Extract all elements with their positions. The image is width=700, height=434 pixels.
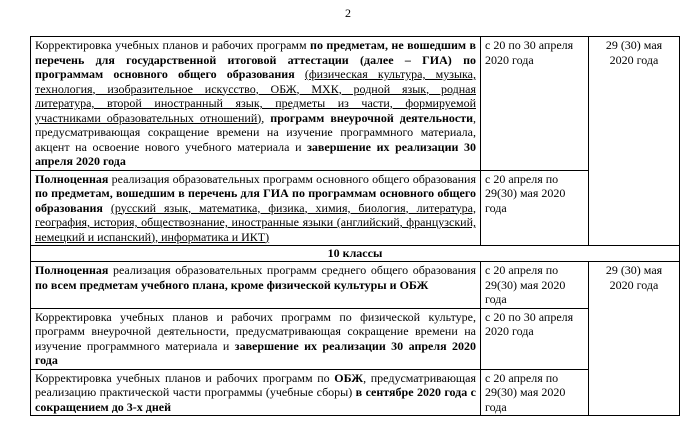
text-run: реализация образовательных программ среднего общего образования (108, 263, 476, 277)
period-cell: с 20 апреля по 29(30) мая 2020 года (481, 262, 589, 309)
activity-cell (31, 170, 481, 246)
text-run: , (261, 110, 271, 125)
period-cell: с 20 по 30 апреля 2020 года (481, 37, 589, 171)
text-run: завершение их реализации 30 апреля 2020 года (35, 338, 477, 367)
text-run: в сентябре 2020 года с сокращением до 3-х дней (35, 385, 477, 414)
table-row (31, 262, 680, 309)
text-run: Полноценная (35, 263, 109, 277)
text-run: по предметам, вошедшим в перечень для ГИА по программам основного общего образования (35, 186, 476, 215)
text-run: Корректировка учебных планов и рабочих программ по (35, 370, 335, 385)
activity-cell (31, 308, 481, 369)
text-run: по всем предметам учебного плана, кроме физической культуры и ОБЖ (35, 277, 429, 292)
activity-cell (31, 37, 481, 171)
activity-cell (31, 262, 481, 309)
table-row (31, 369, 680, 416)
page-number: 2 (345, 6, 351, 20)
text-run: завершение их реализации 30 апреля 2020 года (35, 139, 476, 168)
schedule-table (30, 36, 680, 416)
text-run: Корректировка учебных планов и рабочих программ (35, 38, 311, 52)
text-run: Корректировка учебных планов и рабочих программ по физической культуре, программ внеурочной деятельности, предусматривающая сокращение времени на изучение программного материала и (35, 309, 476, 353)
activity-cell (31, 369, 481, 416)
period-cell: с 20 апреля по 29(30) мая 2020 года (481, 170, 589, 246)
period-cell: с 20 по 30 апреля 2020 года (481, 308, 589, 369)
text-run: , предусматривающая реализацию практической части программы (учебные сборы) (35, 370, 476, 399)
text-run: реализация образовательных программ основного общего образования (108, 171, 476, 186)
text-run: ОБЖ (334, 370, 364, 385)
deadline-cell: 29 (30) мая 2020 года (589, 37, 680, 246)
deadline-cell: 29 (30) мая 2020 года (589, 262, 680, 416)
text-run: (физическая культура, музыка, технология, изобразительное искусство, ОБЖ, МХК, родной язык, родная литература, второй иностранный язык, предметы из части, формируемой участниками образовательных отношений) (35, 67, 477, 125)
text-run: Полноценная (35, 171, 109, 186)
table-row (31, 37, 680, 171)
text-run: , предусматривающая сокращение времени на изучение программного материала, акцент на освоение нового учебного материала и (35, 110, 476, 154)
table-row (31, 170, 680, 246)
text-run: программ внеурочной деятельности (270, 110, 473, 125)
section-header-label: 10 классы (31, 246, 680, 262)
text-run: (русский язык, математика, физика, химия, биология, литература, география, история, обществознание, иностранные языки (английский, французский, немецкий и испанский), информатика и ИКТ) (35, 200, 476, 244)
table-row (31, 308, 680, 369)
text-run: по предметам, не вошедшим в перечень для государственной итоговой аттестации (далее – ГИА) по программам основного общего образования (35, 38, 477, 81)
period-cell: с 20 апреля по 29(30) мая 2020 года (481, 369, 589, 416)
section-header-row-10-classes (31, 246, 680, 262)
